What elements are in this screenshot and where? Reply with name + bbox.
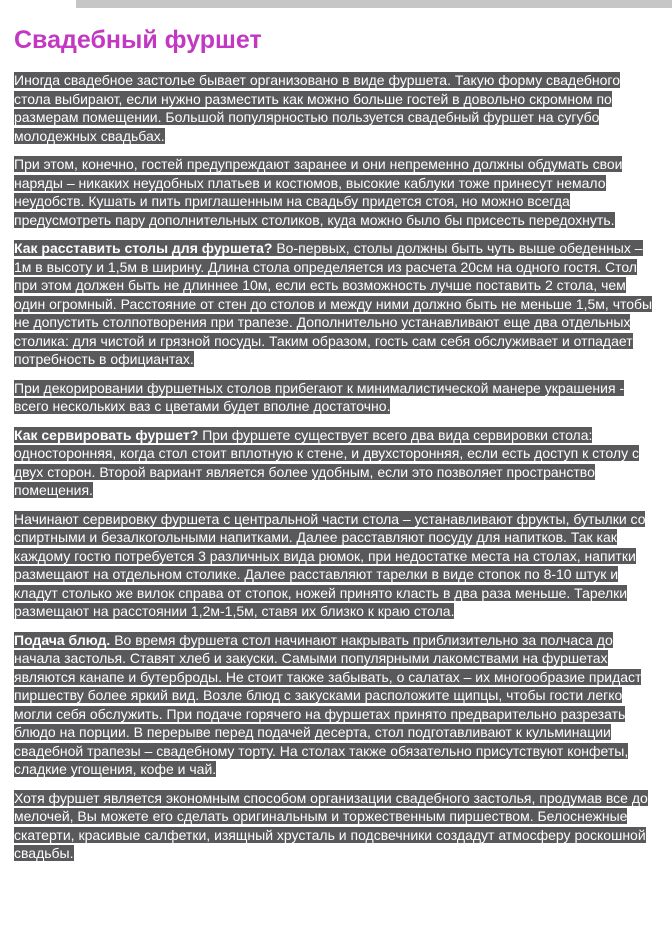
selected-text-run: [14, 240, 652, 367]
paragraph: [14, 379, 654, 416]
paragraph: [14, 71, 654, 145]
paragraph-text: При фуршете существует всего два вида сервировки стола: односторонняя, когда стол стоит вплотную к стене, и двухсторонняя, если есть доступ к столу с двух сторон. Второй вариант является более удобным, если это позволяет пространство помещения.: [14, 426, 639, 498]
paragraph-text: Во-первых, столы должны быть чуть выше обеденных – 1м в высоту и 1,5м в ширину. Длина стола определяется из расчета 20см на одного гостя. Стол при этом должен быть не длиннее 10м, если есть возможность лучше поставить 2 стола, чем один огромный. Расстояние от стен до столов и между ними должно быть не меньше 1,5м, чтобы не допустить столпотворения при трапезе. Дополнительно устанавливают еще два отдельных столика: для чистой и грязной посуды. Таким образом, гость сам себя обслуживает и отпадает потребность в официантах.: [14, 240, 653, 367]
paragraph-lead: Подача блюд.: [14, 631, 115, 648]
selected-text-run: [14, 790, 648, 862]
paragraph-text: Хотя фуршет является экономным способом организации свадебного застолья, продумав все до мелочей, Вы можете его сделать оригинальным и торжественным пиршеством. Белоснежные скатерти, красивые салфетки, изящный хрусталь и подсвечники создадут атмосферу роскошной свадьбы.: [14, 789, 648, 861]
article-body: [14, 71, 654, 863]
paragraph: [14, 426, 654, 500]
paragraph-text: Начинают сервировку фуршета с центральной части стола – устанавливают фрукты, бутылки со спиртными и безалкогольными напитками. Далее расставляют посуду для напитков. Так как каждому гостю потребуется 3 различных вида рюмок, при недостатке места на столах, напитки размещают на отдельном столике. Далее расставляют тарелки в виде стопок по 8-10 штук и кладут столько же вилок справа от стопок, ножей принято класть в два раза меньше. Тарелки размещают на расстоянии 1,2м-1,5м, ставя их близко к краю стола.: [14, 510, 646, 619]
selected-text-run: [14, 511, 645, 620]
paragraph: [14, 789, 654, 863]
selected-text-run: [14, 72, 620, 144]
selected-text-run: [14, 427, 639, 499]
paragraph: [14, 155, 654, 229]
paragraph: [14, 239, 654, 369]
selected-text-run: [14, 156, 622, 228]
paragraph: [14, 631, 654, 779]
paragraph-lead: Как сервировать фуршет?: [14, 426, 203, 443]
selected-text-run: [14, 632, 641, 778]
paragraph-text: При этом, конечно, гостей предупреждают заранее и они непременно должны обдумать свои наряды – никаких неудобных платьев и костюмов, высокие каблуки тоже принесут немало неудобств. Кушать и пить приглашенным на свадьбу придется стоя, но можно всегда предусмотреть пару дополнительных столиков, куда можно было бы присесть передохнуть.: [14, 156, 623, 228]
paragraph-text: При декорировании фуршетных столов прибегают к минималистической манере украшения - всего нескольких ваз с цветами будет вполне достаточно.: [14, 379, 625, 414]
paragraph-text: Иногда свадебное застолье бывает организовано в виде фуршета. Такую форму свадебного стола выбирают, если нужно разместить как можно больше гостей в довольно скромном по размерам помещении. Большой популярностью пользуется свадебный фуршет на сугубо молодежных свадьбах.: [14, 72, 620, 144]
paragraph-text: Во время фуршета стол начинают накрывать приблизительно за полчаса до начала застолья. Ставят хлеб и закуски. Самыми популярными лакомствами на фуршетах являются канапе и бутерброды. Не стоит также забывать, о салатах – их многообразие придаст пиршеству более яркий вид. Возле блюд с закусками расположите щипцы, чтобы гости легко могли себя обслужить. При подаче горячего на фуршетах принято предварительно разрезать блюдо на порции. В перерыве перед подачей десерта, стол подготавливают к кульминации свадебной трапезы – свадебному торту. На столах также обязательно присутствуют конфеты, сладкие угощения, кофе и чай.: [14, 631, 642, 777]
selected-text-run: [14, 380, 624, 415]
paragraph: [14, 510, 654, 621]
paragraph-lead: Как расставить столы для фуршета?: [14, 240, 277, 256]
page-title: Свадебный фуршет: [14, 26, 262, 54]
top-gray-strip: [76, 0, 672, 8]
